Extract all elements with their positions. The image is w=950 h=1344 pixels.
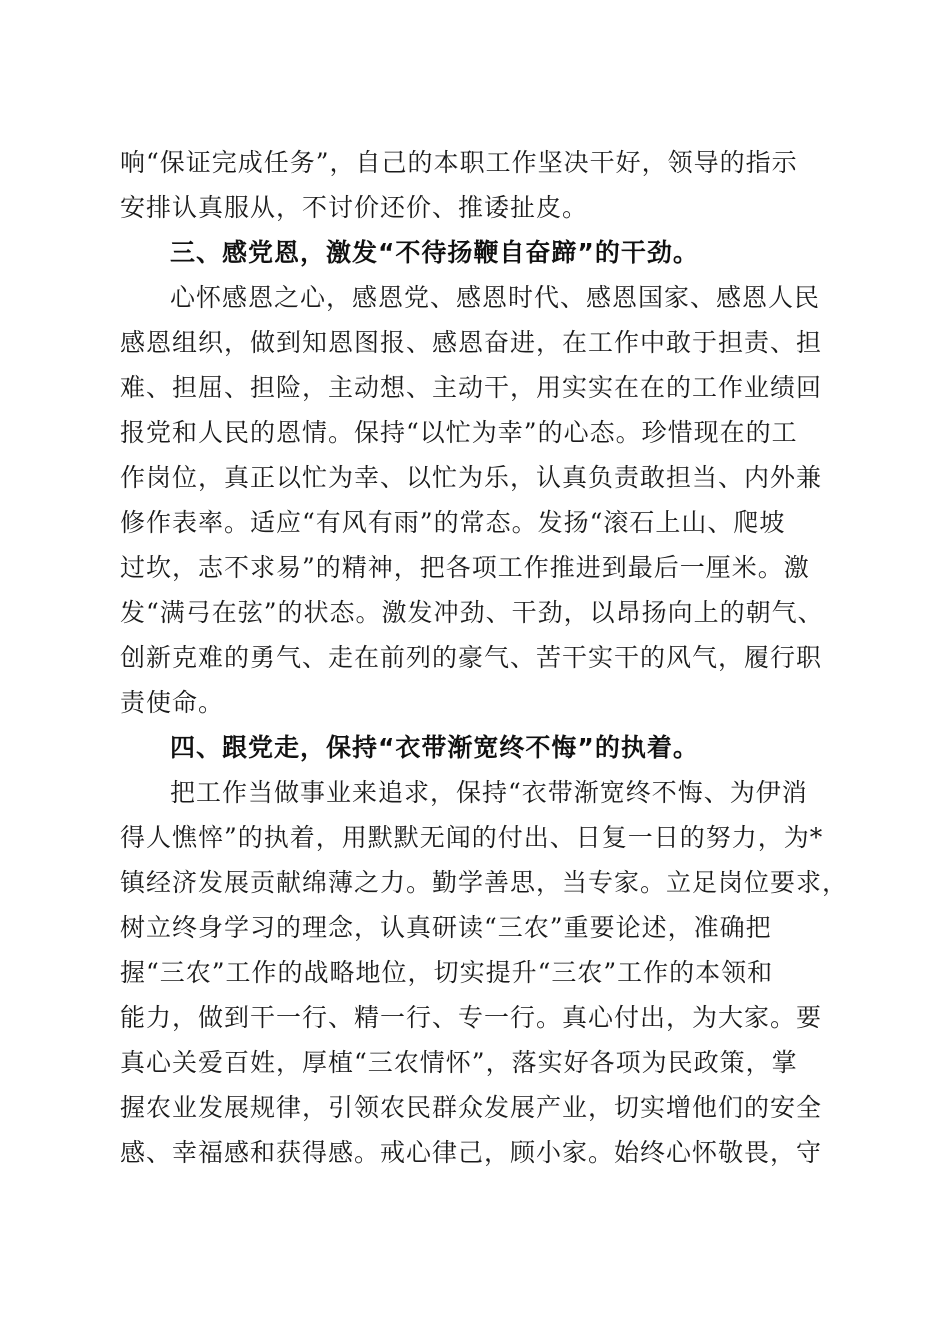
text-line: 握农业发展规律，引领农民群众发展产业，切实增他们的安全 [120, 1093, 823, 1122]
text-line: 感恩组织，做到知恩图报、感恩奋进，在工作中敢于担责、担 [120, 328, 823, 357]
text-line: 作岗位，真正以忙为幸、以忙为乐，认真负责敢担当、内外兼 [120, 463, 823, 492]
text-line: 报党和人民的恩情。保持“以忙为幸”的心态。珍惜现在的工 [120, 418, 798, 447]
text-line: 镇经济发展贡献绵薄之力。勤学善思，当专家。立足岗位要求， [120, 868, 849, 897]
text-line: 过坎，志不求易”的精神，把各项工作推进到最后一厘米。激 [120, 553, 810, 582]
text-line: 感、幸福感和获得感。戒心律己，顾小家。始终心怀敬畏，守 [120, 1138, 823, 1167]
text-line: 发“满弓在弦”的状态。激发冲劲、干劲，以昂扬向上的朝气、 [120, 598, 824, 627]
text-line: 创新克难的勇气、走在前列的豪气、苦干实干的风气，履行职 [120, 643, 823, 672]
text-line: 握“三农”工作的战略地位，切实提升“三农”工作的本领和 [120, 958, 774, 987]
text-line: 真心关爱百姓，厚植“三农情怀”，落实好各项为民政策，掌 [120, 1048, 798, 1077]
text-line: 得人憔悴”的执着，用默默无闻的付出、日复一日的努力，为* [120, 823, 824, 852]
text-line: 难、担屈、担险，主动想、主动干，用实实在在的工作业绩回 [120, 373, 823, 402]
text-line: 心怀感恩之心，感恩党、感恩时代、感恩国家、感恩人民 [170, 283, 821, 312]
text-line: 响“保证完成任务”，自己的本职工作坚决干好，领导的指示 [120, 148, 798, 177]
text-line: 修作表率。适应“有风有雨”的常态。发扬“滚石上山、爬坡 [120, 508, 786, 537]
section-heading-3: 三、感党恩，激发“不待扬鞭自奋蹄”的干劲。 [170, 238, 699, 267]
text-line: 树立终身学习的理念，认真研读“三农”重要论述，准确把 [120, 913, 772, 942]
text-line: 责使命。 [120, 688, 225, 717]
text-line: 能力，做到干一行、精一行、专一行。真心付出，为大家。要 [120, 1003, 823, 1032]
section-heading-4: 四、跟党走，保持“衣带渐宽终不悔”的执着。 [170, 733, 699, 762]
text-line: 安排认真服从，不讨价还价、推诿扯皮。 [120, 193, 589, 222]
text-line: 把工作当做事业来追求，保持“衣带渐宽终不悔、为伊消 [170, 778, 808, 807]
